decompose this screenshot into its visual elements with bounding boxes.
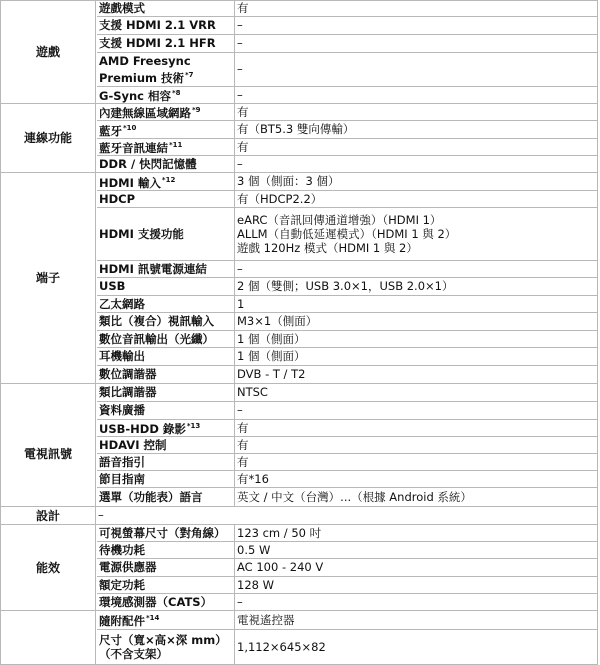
spec-label-text: 環境感測器（CATS）: [99, 594, 213, 609]
spec-value: 有: [236, 138, 598, 155]
row-divider: [97, 138, 598, 139]
footnote-marker: *11: [169, 141, 183, 150]
row-divider: [97, 312, 598, 313]
spec-label-text: 支援 HDMI 2.1 HFR: [99, 36, 216, 50]
spec-label: [97, 0, 235, 16]
spec-value: AC 100 - 240 V: [236, 558, 598, 576]
spec-value: 0.5 W: [236, 541, 598, 558]
spec-label: [97, 347, 235, 365]
row-divider: [97, 330, 598, 331]
spec-label-text: DDR / 快閃記憶體: [99, 156, 197, 171]
spec-label-text: 選單（功能表）語言: [99, 489, 203, 504]
footnote-marker: *8: [172, 89, 181, 98]
spec-label-text: 資料廣播: [99, 403, 145, 417]
spec-value: NTSC: [236, 383, 598, 401]
spec-label-text: 電源供應器: [99, 560, 157, 574]
row-divider: [0, 383, 598, 384]
footnote-marker: *10: [123, 123, 137, 132]
spec-value: 有（HDCP2.2）: [236, 190, 598, 207]
spec-value: 有: [236, 103, 598, 120]
spec-label-text: 遊戲模式: [99, 1, 145, 15]
spec-label-text: 耳機輸出: [99, 349, 145, 363]
spec-label-text: 類比調諧器: [99, 385, 157, 399]
row-divider: [97, 260, 598, 261]
row-divider: [97, 576, 598, 577]
spec-value: 有: [236, 0, 598, 16]
spec-value: –: [236, 16, 598, 34]
spec-label: [97, 419, 235, 436]
spec-label-text: 尺寸（寬×高×深 mm） （不含支架）: [99, 633, 227, 661]
spec-label: [97, 576, 235, 593]
row-divider: [97, 419, 598, 420]
spec-label: [97, 453, 235, 470]
spec-value: 1 個（側面）: [236, 330, 598, 347]
row-divider: [97, 436, 598, 437]
spec-label-text: 乙太網路: [99, 296, 145, 311]
spec-label-text: USB: [99, 279, 126, 293]
spec-value: –: [236, 593, 598, 610]
spec-label: [97, 16, 235, 34]
row-divider: [97, 52, 598, 53]
spec-value: 有: [236, 436, 598, 453]
spec-label-text: 可視螢幕尺寸（對角線）: [99, 525, 226, 540]
row-divider: [97, 155, 598, 156]
spec-label-text: 額定功耗: [99, 577, 145, 592]
spec-value: –: [236, 155, 598, 172]
row-divider: [0, 103, 598, 104]
row-divider: [97, 16, 598, 17]
category-cell: 遊戲: [0, 0, 96, 103]
row-divider: [97, 487, 598, 488]
spec-value: –: [236, 52, 598, 86]
spec-label: [97, 190, 235, 207]
spec-value: 英文 / 中文（台灣）...（根據 Android 系統）: [236, 487, 598, 506]
spec-label: [97, 120, 235, 138]
spec-label: [97, 295, 235, 312]
spec-value: M3×1（側面）: [236, 312, 598, 330]
spec-label: [97, 86, 235, 103]
spec-value: 有*16: [236, 470, 598, 487]
row-divider: [97, 295, 598, 296]
category-cell: 電視訊號: [0, 383, 96, 524]
spec-label: [97, 34, 235, 52]
row-divider: [0, 610, 598, 611]
spec-label-text: 支援 HDMI 2.1 VRR: [99, 18, 216, 32]
spec-label-text: HDMI 輸入$^{*12}$: [99, 175, 176, 190]
spec-label: [97, 277, 235, 295]
spec-label-text: AMD Freesync Premium 技術$^{*7}$: [99, 53, 194, 85]
row-divider: [0, 506, 598, 507]
footnote-marker: *13: [186, 422, 201, 431]
row-divider: [97, 453, 598, 454]
spec-value: 3 個（側面：3 個）: [236, 172, 598, 190]
row-divider: [97, 365, 598, 366]
row-divider: [97, 593, 598, 594]
spec-value: DVB - T / T2: [236, 365, 598, 383]
spec-value: 1: [236, 295, 598, 312]
spec-label-text: 內建無線區域網路$^{*9}$: [99, 105, 201, 120]
spec-label-text: 數位音訊輸出（光纖）: [99, 331, 214, 346]
spec-value: 有（BT5.3 雙向傳輸）: [236, 120, 598, 138]
row-divider: [97, 277, 598, 278]
spec-label: [97, 260, 235, 277]
row-divider: [97, 470, 598, 471]
spec-label: [97, 401, 235, 419]
spec-label: [97, 610, 235, 629]
row-divider: [97, 86, 598, 87]
spec-label-text: 藍牙音訊連結$^{*11}$: [99, 140, 183, 155]
spec-label: [97, 541, 235, 558]
spec-label: [97, 487, 235, 506]
spec-label: [97, 330, 235, 347]
spec-label-text: 節目指南: [99, 471, 145, 486]
spec-value: eARC（音訊回傳通道增強）（HDMI 1） ALLM（自動低延遲模式）（HDMI 1 與 2） 遊戲 120Hz 模式（HDMI 1 與 2）: [236, 207, 598, 260]
spec-value: 電視遙控器: [236, 610, 598, 629]
spec-label-text: 數位調諧器: [99, 367, 157, 381]
spec-value: 2 個（雙側；USB 3.0×1，USB 2.0×1）: [236, 277, 598, 295]
row-divider: [97, 629, 598, 630]
spec-value: –: [236, 401, 598, 419]
spec-value-design: –: [97, 506, 598, 524]
spec-label: [97, 470, 235, 487]
category-cell: 設計: [0, 506, 96, 524]
spec-value: 有: [236, 453, 598, 470]
row-divider: [97, 401, 598, 402]
row-divider: [97, 541, 598, 542]
row-divider: [97, 207, 598, 208]
spec-value: 128 W: [236, 576, 598, 593]
row-divider: [0, 524, 598, 525]
category-cell: 能效: [0, 524, 96, 610]
spec-value: 1 個（側面）: [236, 347, 598, 365]
category-cell: [0, 610, 96, 665]
spec-value: –: [236, 34, 598, 52]
spec-label-text: 隨附配件$^{*14}$: [99, 613, 160, 628]
spec-label-text: G-Sync 相容$^{*8}$: [99, 88, 181, 103]
spec-label-text: 類比（複合）視訊輸入: [99, 314, 214, 328]
spec-label: [97, 138, 235, 155]
spec-label-text: USB-HDD 錄影$^{*13}$: [99, 421, 201, 436]
row-divider: [97, 120, 598, 121]
spec-label: [97, 383, 235, 401]
spec-value: 有: [236, 419, 598, 436]
row-divider: [97, 558, 598, 559]
spec-label: [97, 629, 235, 665]
row-divider: [97, 34, 598, 35]
spec-label: [97, 558, 235, 576]
spec-value: 1,112×645×82: [236, 629, 598, 665]
spec-label: [97, 365, 235, 383]
spec-label: [97, 524, 235, 541]
row-divider: [97, 347, 598, 348]
spec-label-text: 藍牙$^{*10}$: [99, 123, 137, 138]
footnote-marker: *14: [146, 614, 160, 623]
spec-label-text: 語音指引: [99, 454, 145, 469]
spec-label: [97, 172, 235, 190]
spec-label: [97, 312, 235, 330]
footnote-marker: *7: [185, 70, 194, 79]
category-cell: 端子: [0, 172, 96, 383]
spec-label: [97, 103, 235, 120]
spec-value: 123 cm / 50 吋: [236, 524, 598, 541]
spec-value: –: [236, 260, 598, 277]
row-divider: [97, 190, 598, 191]
footnote-marker: *12: [161, 175, 176, 184]
spec-value: –: [236, 86, 598, 103]
spec-label: [97, 593, 235, 610]
spec-label: [97, 436, 235, 453]
spec-label-text: HDMI 訊號電源連結: [99, 261, 207, 276]
category-cell: 連線功能: [0, 103, 96, 172]
spec-label-text: 待機功耗: [99, 542, 145, 557]
spec-label: [97, 52, 235, 86]
spec-label-text: HDCP: [99, 191, 136, 206]
spec-label: [97, 155, 235, 172]
spec-label: [97, 207, 235, 260]
row-divider: [0, 0, 598, 1]
spec-label-text: HDAVI 控制: [99, 437, 167, 452]
row-divider: [0, 172, 598, 173]
spec-label-text: HDMI 支援功能: [99, 226, 184, 241]
footnote-marker: *9: [192, 106, 201, 115]
